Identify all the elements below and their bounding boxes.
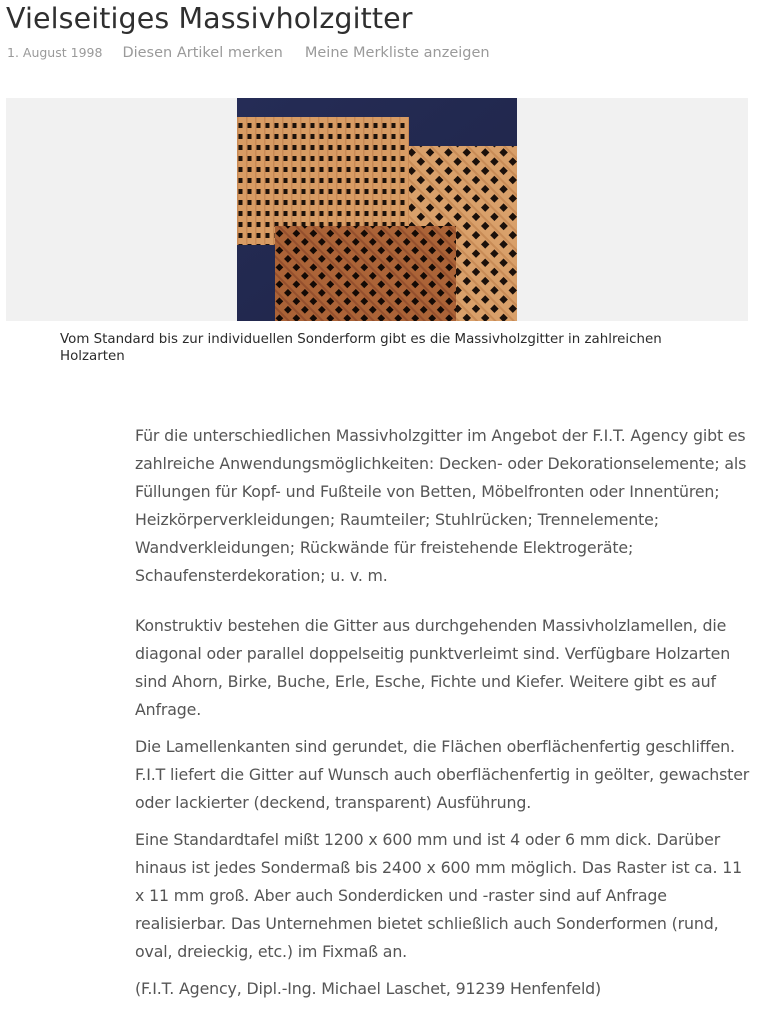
paragraph-applications: Für die unterschiedlichen Massivholzgitter im Angebot der F.I.T. Agency gibt es zahlreiche Anwendungsmöglichkeiten: Decken- oder Dekorationselemente; als Füllungen für Kopf- und Fußteile von Betten, Möbelfronten oder Innentüren; Heizkörperverkleidungen; Raumteiler; Stuhlrücken; Trennelemente; Wandverkleidungen; Rückwände für freistehende Elektrogeräte; Schaufensterdekoration; u. v. m. [135, 426, 747, 585]
paragraph-finish: Die Lamellenkanten sind gerundet, die Flächen oberflächenfertig geschliffen. F.I.T liefert die Gitter auf Wunsch auch oberflächenfertig in geölter, gewachster oder lackierter (deckend, transparent) Ausführung. [135, 737, 750, 812]
paragraph-source: (F.I.T. Agency, Dipl.-Ing. Michael Laschet, 91239 Henfenfeld) [135, 979, 602, 998]
show-watchlist-link[interactable]: Meine Merkliste anzeigen [304, 45, 490, 61]
bookmark-article-link[interactable]: Diesen Artikel merken [122, 45, 283, 61]
lattice-illustration [237, 98, 517, 321]
article-title: Vielseitiges Massivholzgitter [6, 2, 413, 35]
paragraph-dimensions: Eine Standardtafel mißt 1200 x 600 mm und ist 4 oder 6 mm dick. Darüber hinaus ist jedes Sondermaß bis 2400 x 600 mm möglich. Das Raster ist ca. 11 x 11 mm groß. Aber auch Sonderdicken und -raster sind auf Anfrage realisierbar. Das Unternehmen bietet schließlich auch Sonderformen (rund, oval, dreieckig, etc.) im Fixmaß an. [135, 830, 742, 961]
article-body [135, 422, 753, 1003]
paragraph-construction: Konstruktiv bestehen die Gitter aus durchgehenden Massivholzlamellen, die diagonal oder parallel doppelseitig punktverleimt sind. Verfügbare Holzarten sind Ahorn, Birke, Buche, Erle, Esche, Fichte und Kiefer. Weitere gibt es auf Anfrage. [135, 616, 731, 719]
figure-caption: Vom Standard bis zur individuellen Sonderform gibt es die Massivholzgitter in zahlreichen Holzarten [60, 332, 662, 364]
article-meta [7, 45, 512, 67]
figure-frame [6, 98, 748, 321]
lattice-photo[interactable] [237, 98, 517, 321]
publish-date: 1. August 1998 [7, 45, 103, 60]
